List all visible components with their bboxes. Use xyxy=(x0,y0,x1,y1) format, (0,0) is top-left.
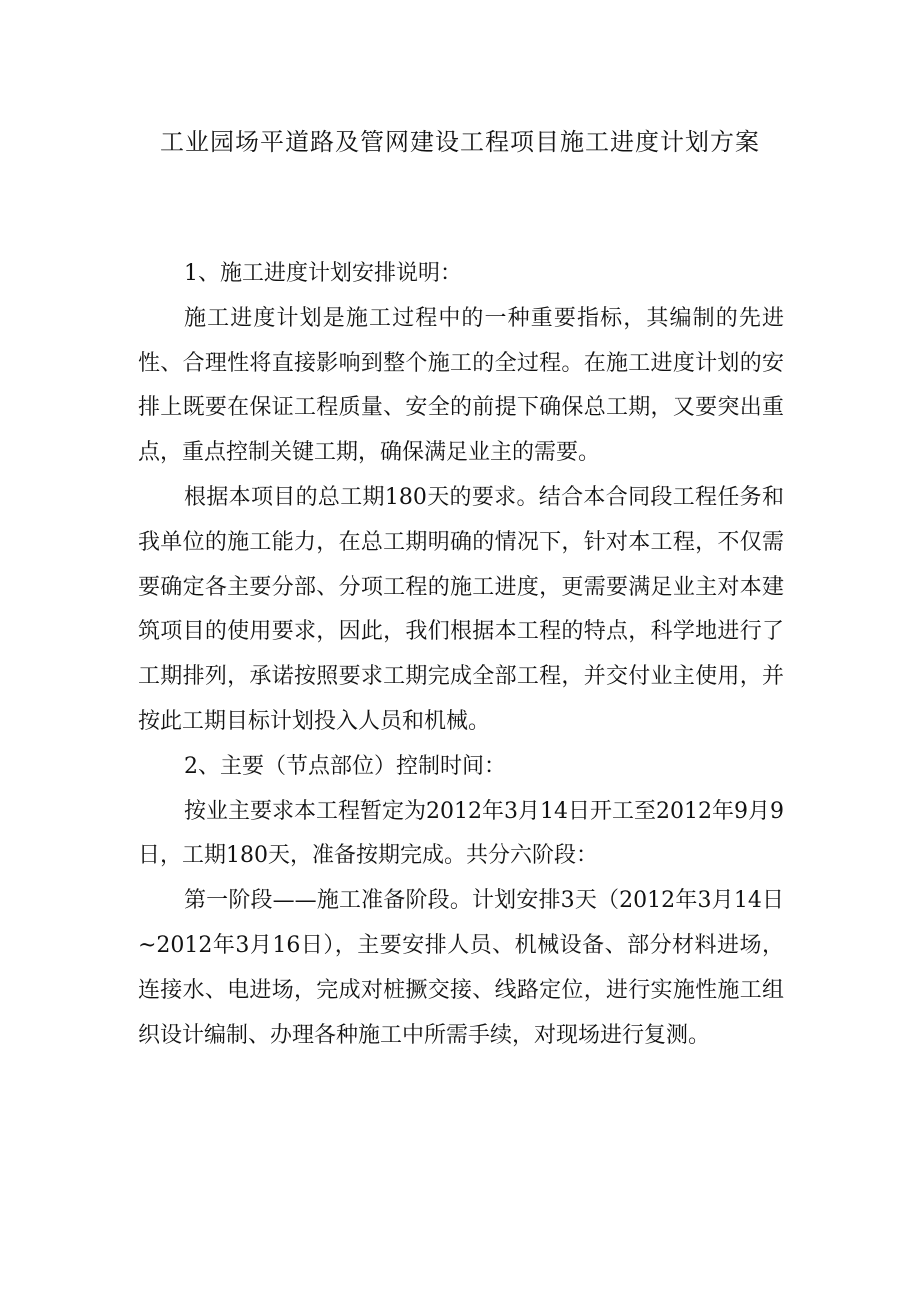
section-heading-control-time: 2、主要（节点部位）控制时间： xyxy=(184,753,506,779)
paragraph-schedule-importance: 施工进度计划是施工过程中的一种重要指标，其编制的先进性、合理性将直接影响到整个施工的全过程。在施工进度计划的安排上既要在保证工程质量、安全的前提下确保总工期，又要突出重点，重点控制关键工期，确保满足业主的需要。 xyxy=(138,305,784,466)
paragraph-phase-one: 第一阶段——施工准备阶段。计划安排3天（2012年3月14日~2012年3月16日），主要安排人员、机械设备、部分材料进场，连接水、电进场，完成对桩撅交接、线路定位，进行实施性施工组织设计编制、办理各种施工中所需手续，对现场进行复测。 xyxy=(138,888,784,1048)
section-heading-schedule-explanation: 1、施工进度计划安排说明： xyxy=(184,261,462,286)
paragraph-start-end-dates: 按业主要求本工程暂定为2012年3月14日开工至2012年9月9日，工期180天，准备按期完成。共分六阶段： xyxy=(138,798,784,869)
document-body xyxy=(138,252,784,1058)
paragraph-total-duration: 根据本项目的总工期180天的要求。结合本合同段工程任务和我单位的施工能力，在总工期明确的情况下，针对本工程，不仅需要确定各主要分部、分项工程的施工进度，更需要满足业主对本建筑项目的使用要求，因此，我们根据本工程的特点，科学地进行了工期排列，承诺按照要求工期完成全部工程，并交付业主使用，并按此工期目标计划投入人员和机械。 xyxy=(138,484,784,734)
document-title: 工业园场平道路及管网建设工程项目施工进度计划方案 xyxy=(160,128,760,156)
